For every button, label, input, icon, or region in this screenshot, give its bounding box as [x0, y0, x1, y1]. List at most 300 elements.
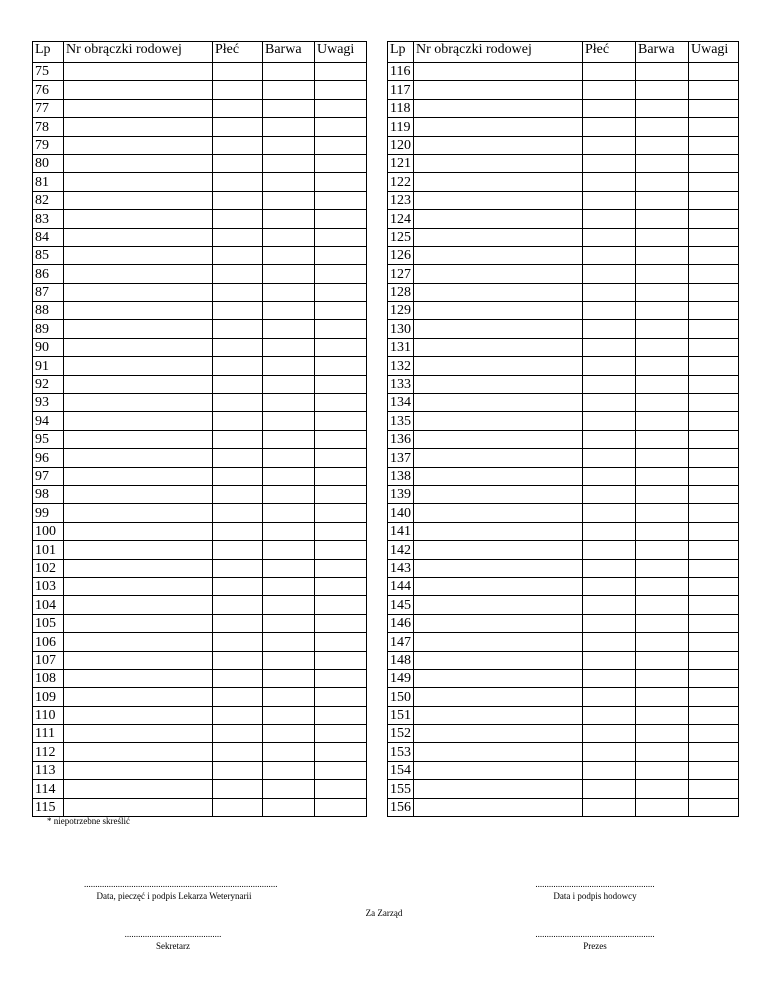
- sex-cell[interactable]: [213, 81, 263, 99]
- color-cell[interactable]: [263, 412, 315, 430]
- color-cell[interactable]: [263, 320, 315, 338]
- remarks-cell[interactable]: [315, 173, 367, 191]
- ring-number-cell[interactable]: [414, 725, 583, 743]
- sex-cell[interactable]: [213, 302, 263, 320]
- remarks-cell[interactable]: [315, 136, 367, 154]
- remarks-cell[interactable]: [315, 154, 367, 172]
- color-cell[interactable]: [263, 191, 315, 209]
- color-cell[interactable]: [263, 504, 315, 522]
- sex-cell[interactable]: [583, 651, 636, 669]
- ring-number-cell[interactable]: [64, 210, 213, 228]
- color-cell[interactable]: [263, 154, 315, 172]
- remarks-cell[interactable]: [689, 798, 739, 816]
- ring-number-cell[interactable]: [414, 706, 583, 724]
- color-cell[interactable]: [263, 688, 315, 706]
- remarks-cell[interactable]: [689, 743, 739, 761]
- ring-number-cell[interactable]: [414, 210, 583, 228]
- color-cell[interactable]: [636, 467, 689, 485]
- color-cell[interactable]: [263, 467, 315, 485]
- color-cell[interactable]: [636, 81, 689, 99]
- ring-number-cell[interactable]: [414, 394, 583, 412]
- ring-number-cell[interactable]: [414, 136, 583, 154]
- color-cell[interactable]: [263, 780, 315, 798]
- sex-cell[interactable]: [583, 761, 636, 779]
- sex-cell[interactable]: [213, 210, 263, 228]
- ring-number-cell[interactable]: [414, 99, 583, 117]
- sex-cell[interactable]: [583, 577, 636, 595]
- remarks-cell[interactable]: [689, 504, 739, 522]
- sex-cell[interactable]: [213, 63, 263, 81]
- ring-number-cell[interactable]: [414, 761, 583, 779]
- color-cell[interactable]: [636, 228, 689, 246]
- sex-cell[interactable]: [213, 614, 263, 632]
- color-cell[interactable]: [636, 669, 689, 687]
- ring-number-cell[interactable]: [64, 669, 213, 687]
- ring-number-cell[interactable]: [64, 559, 213, 577]
- remarks-cell[interactable]: [689, 669, 739, 687]
- ring-number-cell[interactable]: [414, 412, 583, 430]
- sex-cell[interactable]: [583, 173, 636, 191]
- ring-number-cell[interactable]: [414, 522, 583, 540]
- sex-cell[interactable]: [213, 780, 263, 798]
- ring-number-cell[interactable]: [64, 798, 213, 816]
- color-cell[interactable]: [263, 541, 315, 559]
- sex-cell[interactable]: [213, 118, 263, 136]
- ring-number-cell[interactable]: [414, 154, 583, 172]
- ring-number-cell[interactable]: [64, 375, 213, 393]
- color-cell[interactable]: [263, 651, 315, 669]
- ring-number-cell[interactable]: [414, 614, 583, 632]
- remarks-cell[interactable]: [689, 541, 739, 559]
- remarks-cell[interactable]: [689, 191, 739, 209]
- remarks-cell[interactable]: [689, 651, 739, 669]
- color-cell[interactable]: [636, 136, 689, 154]
- ring-number-cell[interactable]: [414, 485, 583, 503]
- sex-cell[interactable]: [213, 191, 263, 209]
- remarks-cell[interactable]: [315, 338, 367, 356]
- ring-number-cell[interactable]: [64, 136, 213, 154]
- color-cell[interactable]: [636, 485, 689, 503]
- sex-cell[interactable]: [213, 669, 263, 687]
- ring-number-cell[interactable]: [64, 246, 213, 264]
- ring-number-cell[interactable]: [64, 265, 213, 283]
- sex-cell[interactable]: [213, 154, 263, 172]
- color-cell[interactable]: [636, 522, 689, 540]
- remarks-cell[interactable]: [315, 522, 367, 540]
- remarks-cell[interactable]: [689, 596, 739, 614]
- ring-number-cell[interactable]: [64, 357, 213, 375]
- color-cell[interactable]: [263, 283, 315, 301]
- ring-number-cell[interactable]: [64, 522, 213, 540]
- color-cell[interactable]: [636, 63, 689, 81]
- remarks-cell[interactable]: [315, 375, 367, 393]
- ring-number-cell[interactable]: [64, 81, 213, 99]
- sex-cell[interactable]: [213, 798, 263, 816]
- color-cell[interactable]: [263, 246, 315, 264]
- remarks-cell[interactable]: [689, 357, 739, 375]
- ring-number-cell[interactable]: [414, 338, 583, 356]
- sex-cell[interactable]: [583, 541, 636, 559]
- remarks-cell[interactable]: [689, 375, 739, 393]
- sex-cell[interactable]: [213, 283, 263, 301]
- remarks-cell[interactable]: [315, 430, 367, 448]
- remarks-cell[interactable]: [315, 302, 367, 320]
- sex-cell[interactable]: [583, 596, 636, 614]
- remarks-cell[interactable]: [689, 338, 739, 356]
- ring-number-cell[interactable]: [414, 449, 583, 467]
- sex-cell[interactable]: [583, 485, 636, 503]
- remarks-cell[interactable]: [689, 412, 739, 430]
- ring-number-cell[interactable]: [64, 449, 213, 467]
- color-cell[interactable]: [263, 706, 315, 724]
- color-cell[interactable]: [636, 725, 689, 743]
- remarks-cell[interactable]: [315, 614, 367, 632]
- color-cell[interactable]: [263, 725, 315, 743]
- remarks-cell[interactable]: [315, 780, 367, 798]
- sex-cell[interactable]: [583, 357, 636, 375]
- remarks-cell[interactable]: [315, 559, 367, 577]
- sex-cell[interactable]: [213, 430, 263, 448]
- remarks-cell[interactable]: [689, 780, 739, 798]
- remarks-cell[interactable]: [315, 761, 367, 779]
- ring-number-cell[interactable]: [414, 743, 583, 761]
- sex-cell[interactable]: [213, 725, 263, 743]
- color-cell[interactable]: [636, 338, 689, 356]
- ring-number-cell[interactable]: [64, 320, 213, 338]
- color-cell[interactable]: [263, 118, 315, 136]
- breeder-signature-line[interactable]: .....................................................: [535, 879, 655, 889]
- remarks-cell[interactable]: [689, 302, 739, 320]
- color-cell[interactable]: [263, 596, 315, 614]
- ring-number-cell[interactable]: [64, 430, 213, 448]
- ring-number-cell[interactable]: [64, 596, 213, 614]
- color-cell[interactable]: [263, 63, 315, 81]
- color-cell[interactable]: [636, 191, 689, 209]
- color-cell[interactable]: [263, 559, 315, 577]
- sex-cell[interactable]: [583, 798, 636, 816]
- remarks-cell[interactable]: [315, 357, 367, 375]
- color-cell[interactable]: [263, 357, 315, 375]
- sex-cell[interactable]: [213, 743, 263, 761]
- sex-cell[interactable]: [213, 228, 263, 246]
- ring-number-cell[interactable]: [64, 743, 213, 761]
- sex-cell[interactable]: [583, 725, 636, 743]
- color-cell[interactable]: [636, 118, 689, 136]
- ring-number-cell[interactable]: [414, 577, 583, 595]
- color-cell[interactable]: [636, 357, 689, 375]
- color-cell[interactable]: [263, 375, 315, 393]
- ring-number-cell[interactable]: [414, 320, 583, 338]
- color-cell[interactable]: [263, 99, 315, 117]
- color-cell[interactable]: [263, 81, 315, 99]
- ring-number-cell[interactable]: [64, 99, 213, 117]
- ring-number-cell[interactable]: [414, 798, 583, 816]
- sex-cell[interactable]: [583, 504, 636, 522]
- remarks-cell[interactable]: [689, 522, 739, 540]
- sex-cell[interactable]: [213, 338, 263, 356]
- remarks-cell[interactable]: [315, 320, 367, 338]
- sex-cell[interactable]: [583, 246, 636, 264]
- color-cell[interactable]: [636, 430, 689, 448]
- color-cell[interactable]: [263, 669, 315, 687]
- remarks-cell[interactable]: [689, 706, 739, 724]
- sex-cell[interactable]: [213, 265, 263, 283]
- color-cell[interactable]: [636, 706, 689, 724]
- sex-cell[interactable]: [583, 706, 636, 724]
- remarks-cell[interactable]: [315, 81, 367, 99]
- remarks-cell[interactable]: [689, 320, 739, 338]
- sex-cell[interactable]: [583, 412, 636, 430]
- ring-number-cell[interactable]: [64, 633, 213, 651]
- remarks-cell[interactable]: [689, 430, 739, 448]
- color-cell[interactable]: [636, 173, 689, 191]
- sex-cell[interactable]: [583, 449, 636, 467]
- remarks-cell[interactable]: [315, 99, 367, 117]
- remarks-cell[interactable]: [689, 449, 739, 467]
- ring-number-cell[interactable]: [64, 651, 213, 669]
- color-cell[interactable]: [263, 136, 315, 154]
- color-cell[interactable]: [263, 614, 315, 632]
- remarks-cell[interactable]: [689, 81, 739, 99]
- remarks-cell[interactable]: [315, 743, 367, 761]
- sex-cell[interactable]: [583, 210, 636, 228]
- ring-number-cell[interactable]: [414, 302, 583, 320]
- sex-cell[interactable]: [583, 283, 636, 301]
- color-cell[interactable]: [636, 596, 689, 614]
- ring-number-cell[interactable]: [64, 485, 213, 503]
- sex-cell[interactable]: [213, 761, 263, 779]
- ring-number-cell[interactable]: [414, 173, 583, 191]
- sex-cell[interactable]: [583, 559, 636, 577]
- color-cell[interactable]: [263, 743, 315, 761]
- remarks-cell[interactable]: [315, 118, 367, 136]
- color-cell[interactable]: [636, 375, 689, 393]
- ring-number-cell[interactable]: [64, 780, 213, 798]
- sex-cell[interactable]: [213, 504, 263, 522]
- sex-cell[interactable]: [213, 688, 263, 706]
- sex-cell[interactable]: [583, 63, 636, 81]
- remarks-cell[interactable]: [315, 394, 367, 412]
- ring-number-cell[interactable]: [64, 504, 213, 522]
- ring-number-cell[interactable]: [414, 596, 583, 614]
- remarks-cell[interactable]: [315, 412, 367, 430]
- sex-cell[interactable]: [213, 596, 263, 614]
- sex-cell[interactable]: [583, 688, 636, 706]
- remarks-cell[interactable]: [315, 633, 367, 651]
- ring-number-cell[interactable]: [414, 246, 583, 264]
- sex-cell[interactable]: [213, 706, 263, 724]
- remarks-cell[interactable]: [689, 577, 739, 595]
- remarks-cell[interactable]: [689, 136, 739, 154]
- sex-cell[interactable]: [213, 412, 263, 430]
- ring-number-cell[interactable]: [64, 302, 213, 320]
- color-cell[interactable]: [636, 265, 689, 283]
- sex-cell[interactable]: [213, 522, 263, 540]
- sex-cell[interactable]: [583, 467, 636, 485]
- remarks-cell[interactable]: [315, 504, 367, 522]
- remarks-cell[interactable]: [315, 669, 367, 687]
- color-cell[interactable]: [636, 651, 689, 669]
- remarks-cell[interactable]: [689, 99, 739, 117]
- sex-cell[interactable]: [583, 136, 636, 154]
- color-cell[interactable]: [636, 688, 689, 706]
- ring-number-cell[interactable]: [64, 338, 213, 356]
- remarks-cell[interactable]: [315, 246, 367, 264]
- sex-cell[interactable]: [583, 430, 636, 448]
- remarks-cell[interactable]: [689, 63, 739, 81]
- remarks-cell[interactable]: [689, 688, 739, 706]
- color-cell[interactable]: [636, 577, 689, 595]
- remarks-cell[interactable]: [315, 210, 367, 228]
- sex-cell[interactable]: [583, 338, 636, 356]
- remarks-cell[interactable]: [315, 63, 367, 81]
- ring-number-cell[interactable]: [414, 375, 583, 393]
- sex-cell[interactable]: [583, 228, 636, 246]
- remarks-cell[interactable]: [689, 246, 739, 264]
- ring-number-cell[interactable]: [414, 265, 583, 283]
- sex-cell[interactable]: [213, 357, 263, 375]
- sex-cell[interactable]: [213, 449, 263, 467]
- color-cell[interactable]: [263, 210, 315, 228]
- remarks-cell[interactable]: [315, 725, 367, 743]
- color-cell[interactable]: [263, 430, 315, 448]
- color-cell[interactable]: [636, 541, 689, 559]
- remarks-cell[interactable]: [315, 228, 367, 246]
- color-cell[interactable]: [636, 210, 689, 228]
- remarks-cell[interactable]: [689, 118, 739, 136]
- ring-number-cell[interactable]: [64, 614, 213, 632]
- president-signature-line[interactable]: .....................................................: [535, 929, 655, 939]
- color-cell[interactable]: [263, 173, 315, 191]
- ring-number-cell[interactable]: [64, 283, 213, 301]
- color-cell[interactable]: [263, 761, 315, 779]
- remarks-cell[interactable]: [689, 154, 739, 172]
- color-cell[interactable]: [263, 633, 315, 651]
- color-cell[interactable]: [263, 522, 315, 540]
- sex-cell[interactable]: [213, 246, 263, 264]
- ring-number-cell[interactable]: [414, 541, 583, 559]
- remarks-cell[interactable]: [689, 394, 739, 412]
- sex-cell[interactable]: [583, 780, 636, 798]
- color-cell[interactable]: [263, 338, 315, 356]
- sex-cell[interactable]: [583, 669, 636, 687]
- color-cell[interactable]: [636, 449, 689, 467]
- ring-number-cell[interactable]: [64, 541, 213, 559]
- sex-cell[interactable]: [213, 559, 263, 577]
- color-cell[interactable]: [263, 265, 315, 283]
- color-cell[interactable]: [263, 228, 315, 246]
- ring-number-cell[interactable]: [64, 467, 213, 485]
- sex-cell[interactable]: [213, 99, 263, 117]
- remarks-cell[interactable]: [689, 283, 739, 301]
- ring-number-cell[interactable]: [414, 81, 583, 99]
- remarks-cell[interactable]: [689, 485, 739, 503]
- sex-cell[interactable]: [213, 375, 263, 393]
- color-cell[interactable]: [636, 302, 689, 320]
- sex-cell[interactable]: [583, 302, 636, 320]
- color-cell[interactable]: [636, 412, 689, 430]
- ring-number-cell[interactable]: [64, 688, 213, 706]
- sex-cell[interactable]: [213, 651, 263, 669]
- ring-number-cell[interactable]: [414, 228, 583, 246]
- color-cell[interactable]: [263, 485, 315, 503]
- ring-number-cell[interactable]: [64, 118, 213, 136]
- remarks-cell[interactable]: [315, 467, 367, 485]
- remarks-cell[interactable]: [689, 265, 739, 283]
- remarks-cell[interactable]: [689, 228, 739, 246]
- color-cell[interactable]: [636, 614, 689, 632]
- ring-number-cell[interactable]: [64, 761, 213, 779]
- color-cell[interactable]: [263, 302, 315, 320]
- remarks-cell[interactable]: [315, 265, 367, 283]
- ring-number-cell[interactable]: [414, 559, 583, 577]
- color-cell[interactable]: [636, 798, 689, 816]
- remarks-cell[interactable]: [315, 577, 367, 595]
- sex-cell[interactable]: [583, 265, 636, 283]
- ring-number-cell[interactable]: [64, 191, 213, 209]
- color-cell[interactable]: [263, 394, 315, 412]
- sex-cell[interactable]: [213, 173, 263, 191]
- sex-cell[interactable]: [583, 118, 636, 136]
- sex-cell[interactable]: [213, 394, 263, 412]
- sex-cell[interactable]: [213, 485, 263, 503]
- ring-number-cell[interactable]: [64, 577, 213, 595]
- sex-cell[interactable]: [583, 191, 636, 209]
- sex-cell[interactable]: [213, 136, 263, 154]
- sex-cell[interactable]: [213, 577, 263, 595]
- sex-cell[interactable]: [583, 154, 636, 172]
- remarks-cell[interactable]: [315, 651, 367, 669]
- ring-number-cell[interactable]: [414, 504, 583, 522]
- ring-number-cell[interactable]: [414, 283, 583, 301]
- ring-number-cell[interactable]: [414, 633, 583, 651]
- sex-cell[interactable]: [583, 81, 636, 99]
- color-cell[interactable]: [636, 559, 689, 577]
- remarks-cell[interactable]: [315, 283, 367, 301]
- color-cell[interactable]: [636, 761, 689, 779]
- color-cell[interactable]: [636, 320, 689, 338]
- sex-cell[interactable]: [583, 633, 636, 651]
- ring-number-cell[interactable]: [64, 394, 213, 412]
- remarks-cell[interactable]: [689, 173, 739, 191]
- color-cell[interactable]: [636, 633, 689, 651]
- sex-cell[interactable]: [213, 320, 263, 338]
- ring-number-cell[interactable]: [64, 725, 213, 743]
- remarks-cell[interactable]: [315, 449, 367, 467]
- ring-number-cell[interactable]: [414, 780, 583, 798]
- ring-number-cell[interactable]: [64, 154, 213, 172]
- remarks-cell[interactable]: [315, 706, 367, 724]
- color-cell[interactable]: [636, 154, 689, 172]
- color-cell[interactable]: [636, 504, 689, 522]
- vet-signature-line[interactable]: ......................................................................................: [84, 879, 278, 889]
- sex-cell[interactable]: [583, 320, 636, 338]
- sex-cell[interactable]: [583, 614, 636, 632]
- ring-number-cell[interactable]: [414, 651, 583, 669]
- ring-number-cell[interactable]: [414, 688, 583, 706]
- remarks-cell[interactable]: [315, 485, 367, 503]
- ring-number-cell[interactable]: [64, 63, 213, 81]
- remarks-cell[interactable]: [689, 614, 739, 632]
- color-cell[interactable]: [263, 577, 315, 595]
- color-cell[interactable]: [636, 743, 689, 761]
- sex-cell[interactable]: [213, 541, 263, 559]
- remarks-cell[interactable]: [689, 725, 739, 743]
- remarks-cell[interactable]: [689, 761, 739, 779]
- sex-cell[interactable]: [583, 394, 636, 412]
- color-cell[interactable]: [636, 283, 689, 301]
- remarks-cell[interactable]: [689, 559, 739, 577]
